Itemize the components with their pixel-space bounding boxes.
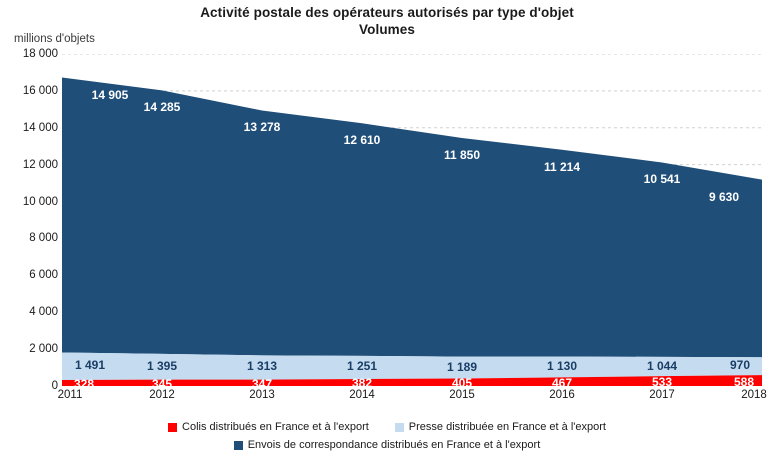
legend-item-1[interactable] — [395, 418, 606, 436]
data-label-envois-2011: 14 905 — [91, 87, 129, 102]
data-label-colis-2013: 347 — [251, 376, 273, 391]
y-axis-tick: 12 000 — [22, 158, 58, 171]
data-label-presse-2015: 1 189 — [446, 359, 478, 374]
legend-label: Envois de correspondance distribués en France et à l'export — [247, 439, 541, 451]
data-label-presse-2017: 1 044 — [646, 358, 678, 373]
data-label-presse-2014: 1 251 — [346, 359, 378, 374]
data-label-envois-2018: 9 630 — [708, 189, 740, 204]
y-axis-tick: 6 000 — [29, 269, 58, 282]
data-label-colis-2014: 382 — [351, 376, 373, 391]
x-axis-tick-2011: 2011 — [57, 389, 83, 401]
x-axis-tick-2016: 2016 — [549, 389, 575, 401]
legend-item-2[interactable] — [234, 436, 541, 454]
y-axis — [0, 48, 58, 392]
data-label-presse-2011: 1 491 — [74, 358, 106, 373]
data-label-envois-2015: 11 850 — [443, 148, 481, 163]
y-axis-tick: 16 000 — [22, 84, 58, 97]
y-axis-tick: 0 — [51, 380, 58, 392]
data-label-colis-2015: 405 — [451, 376, 473, 391]
y-axis-tick: 2 000 — [29, 343, 58, 356]
x-axis-tick-2014: 2014 — [349, 389, 375, 401]
y-axis-unit-label: millions d'objets — [14, 33, 95, 45]
y-axis-tick: 10 000 — [22, 195, 58, 208]
y-axis-tick: 8 000 — [29, 232, 58, 245]
data-label-envois-2017: 10 541 — [643, 172, 681, 187]
legend-label: Presse distribuée en France et à l'export — [408, 421, 606, 433]
legend-swatch-icon — [395, 423, 404, 432]
data-label-envois-2014: 12 610 — [343, 133, 381, 148]
chart-title-block — [0, 4, 774, 38]
y-axis-tick: 14 000 — [22, 121, 58, 134]
legend-item-0[interactable] — [168, 418, 369, 436]
x-axis-tick-2013: 2013 — [249, 389, 275, 401]
chart-legend — [0, 418, 774, 454]
data-label-presse-2016: 1 130 — [546, 358, 578, 373]
legend-swatch-icon — [168, 423, 177, 432]
legend-swatch-icon — [234, 441, 243, 450]
data-label-colis-2017: 533 — [651, 375, 673, 390]
data-label-colis-2018: 588 — [733, 374, 755, 389]
data-label-envois-2012: 14 285 — [143, 100, 181, 115]
x-axis-tick-2015: 2015 — [449, 389, 475, 401]
data-label-colis-2016: 467 — [551, 375, 573, 390]
plot-area — [62, 54, 762, 391]
x-axis-tick-2018: 2018 — [741, 389, 767, 401]
chart-title: Activité postale des opérateurs autorisés par type d'objet — [200, 5, 574, 20]
area-envois-correspondance — [62, 78, 762, 358]
legend-row-bottom — [0, 436, 774, 454]
x-axis-tick-2017: 2017 — [649, 389, 675, 401]
x-axis — [57, 389, 767, 407]
data-label-envois-2013: 13 278 — [243, 120, 281, 135]
data-label-presse-2018: 970 — [729, 358, 751, 373]
data-label-envois-2016: 11 214 — [543, 159, 581, 174]
x-axis-tick-2012: 2012 — [149, 389, 175, 401]
data-label-colis-2012: 345 — [151, 376, 173, 391]
data-label-colis-2011: 328 — [73, 376, 95, 391]
legend-row-top — [0, 418, 774, 436]
data-label-presse-2012: 1 395 — [146, 358, 178, 373]
legend-label: Colis distribués en France et à l'export — [182, 421, 369, 433]
y-axis-tick: 18 000 — [22, 48, 58, 60]
data-label-presse-2013: 1 313 — [246, 359, 278, 374]
chart-subtitle: Volumes — [359, 22, 415, 37]
y-axis-tick: 4 000 — [29, 306, 58, 319]
